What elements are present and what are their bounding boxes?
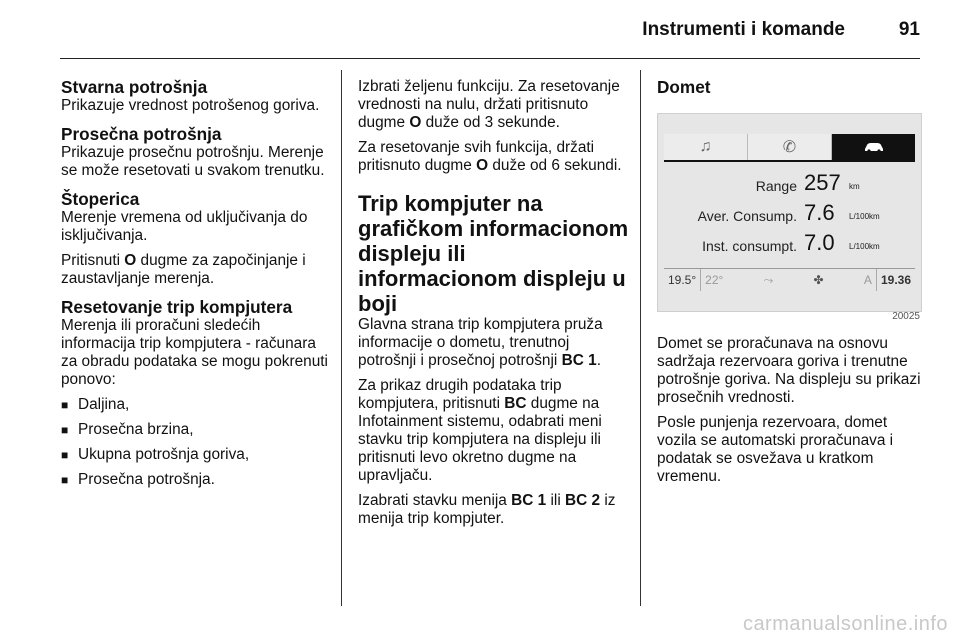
paragraph: Domet se proračunava na osnovu sadržaja rezervoara goriva i trenutne potrošnje goriva. Na displeju su prikazi prosečnih vrednosti.	[657, 335, 921, 406]
watermark: carmanualsonline.info	[742, 613, 948, 635]
section-text: Merenje vremena od uključivanja do isključivanja.	[61, 209, 308, 244]
button-keyword: BC	[504, 395, 527, 412]
section-actual-consumption	[61, 78, 329, 115]
fan-icon: ✤	[813, 273, 824, 287]
header-rule	[60, 58, 920, 59]
outside-temp: 19.5°	[664, 269, 701, 291]
column-divider-1	[341, 70, 342, 606]
page-header	[0, 0, 960, 60]
range-value: 257	[804, 170, 841, 195]
section-title: Domet	[657, 77, 711, 97]
section-title: Prosečna potrošnja	[61, 124, 222, 144]
text: duže od 6 sekundi.	[488, 157, 622, 174]
info-display	[657, 113, 922, 312]
airflow-icon: ⤳	[763, 272, 774, 287]
avg-consumption-unit: L/100km	[849, 212, 880, 221]
section-average-consumption	[61, 125, 329, 180]
info-display-figure	[657, 113, 920, 328]
column-3-text	[657, 335, 925, 493]
button-keyword: BC 1	[561, 352, 597, 369]
text: duže od 3 sekunde.	[421, 114, 560, 131]
text: Pritisnuti	[61, 252, 125, 269]
section-reset-trip-computer	[61, 298, 329, 489]
menu-keyword: BC 2	[565, 492, 601, 509]
list-item: ■ Prosečna brzina,	[61, 421, 329, 439]
clock: 19.36	[880, 273, 911, 287]
text: Izabrati stavku menija	[358, 492, 512, 509]
music-note-icon: ♫	[664, 134, 748, 160]
range-row	[664, 170, 915, 198]
section-title: Stvarna potrošnja	[61, 77, 208, 97]
status-bar	[664, 268, 915, 291]
paragraph	[358, 492, 630, 528]
paragraph	[358, 316, 630, 370]
page-number: 91	[898, 19, 920, 40]
text: dugme za započinjanje i zaustavljanje merenja.	[61, 252, 306, 287]
car-icon	[832, 134, 915, 160]
figure-number: 20025	[892, 311, 920, 322]
column-1	[61, 78, 329, 499]
car-shape	[863, 141, 885, 153]
section-title: Resetovanje trip kompjutera	[61, 297, 293, 317]
avg-consumption-label: Aver. Consump.	[697, 208, 797, 224]
inst-consumption-unit: L/100km	[849, 242, 880, 251]
section-text	[61, 252, 329, 288]
paragraph	[358, 377, 630, 485]
button-keyword: O	[124, 252, 137, 269]
list-item: ■ Ukupna potrošnja goriva,	[61, 446, 329, 464]
text: Glavna strana trip kompjutera pruža informacije o dometu, trenutnoj potrošnji i prosečnoj potrošnji	[358, 316, 603, 369]
section-text: Merenja ili proračuni sledećih informacija trip kompjutera - računara za obradu podataka se mogu pokrenuti ponovo:	[61, 317, 328, 388]
text: iz menija trip kompjuter.	[358, 492, 616, 527]
column-divider-2	[640, 70, 641, 606]
auto-mode: A	[863, 273, 872, 287]
text: ili	[546, 492, 566, 509]
range-label: Range	[755, 178, 797, 194]
range-unit: km	[849, 182, 860, 191]
column-2	[358, 78, 630, 535]
paragraph	[358, 139, 630, 175]
text: Za prikaz drugih podataka trip kompjutera, pritisnuti	[358, 377, 562, 412]
climate-status	[701, 269, 877, 291]
list-item: ■ Daljina,	[61, 396, 329, 414]
list-item: ■ Prosečna potrošnja.	[61, 471, 329, 489]
section-heading: Trip kompjuter na grafičkom informacionom displeju ili informacionom displeju u boji	[358, 191, 629, 316]
inst-consumption-row	[664, 230, 915, 258]
menu-keyword: BC 1	[511, 492, 547, 509]
display-tabs	[664, 134, 915, 162]
text: Za resetovanje svih funkcija, držati pritisnuto dugme	[358, 139, 595, 174]
section-text: Prikazuje vrednost potrošenog goriva.	[61, 97, 320, 114]
button-keyword: O	[476, 157, 489, 174]
button-keyword: O	[409, 114, 422, 131]
paragraph: Posle punjenja rezervoara, domet vozila se automatski proračunava i podatak se osvežava u kratkom vremenu.	[657, 414, 894, 485]
header-title: Instrumenti i komande	[642, 19, 845, 40]
set-temp: 22°	[705, 273, 724, 287]
reset-list	[61, 396, 329, 489]
text: .	[596, 352, 601, 369]
section-text: Prikazuje prosečnu potrošnju. Merenje se može resetovati u svakom trenutku.	[61, 144, 325, 179]
column-3	[657, 78, 925, 97]
text: Izbrati željenu funkciju. Za resetovanje vrednosti na nulu, držati pritisnuto dugme	[358, 78, 620, 131]
paragraph	[358, 78, 630, 132]
avg-consumption-row	[664, 200, 915, 228]
section-stopwatch	[61, 190, 329, 288]
phone-icon: ✆	[748, 134, 832, 160]
text: dugme na Infotainment sistemu, odabrati meni stavku trip kompjutera na displeju ili pritisnuti levo okretno dugme na upravljaču.	[358, 395, 602, 484]
inst-consumption-value: 7.0	[804, 230, 835, 255]
inst-consumption-label: Inst. consumpt.	[702, 238, 797, 254]
avg-consumption-value: 7.6	[804, 200, 835, 225]
section-title: Štoperica	[61, 189, 140, 209]
